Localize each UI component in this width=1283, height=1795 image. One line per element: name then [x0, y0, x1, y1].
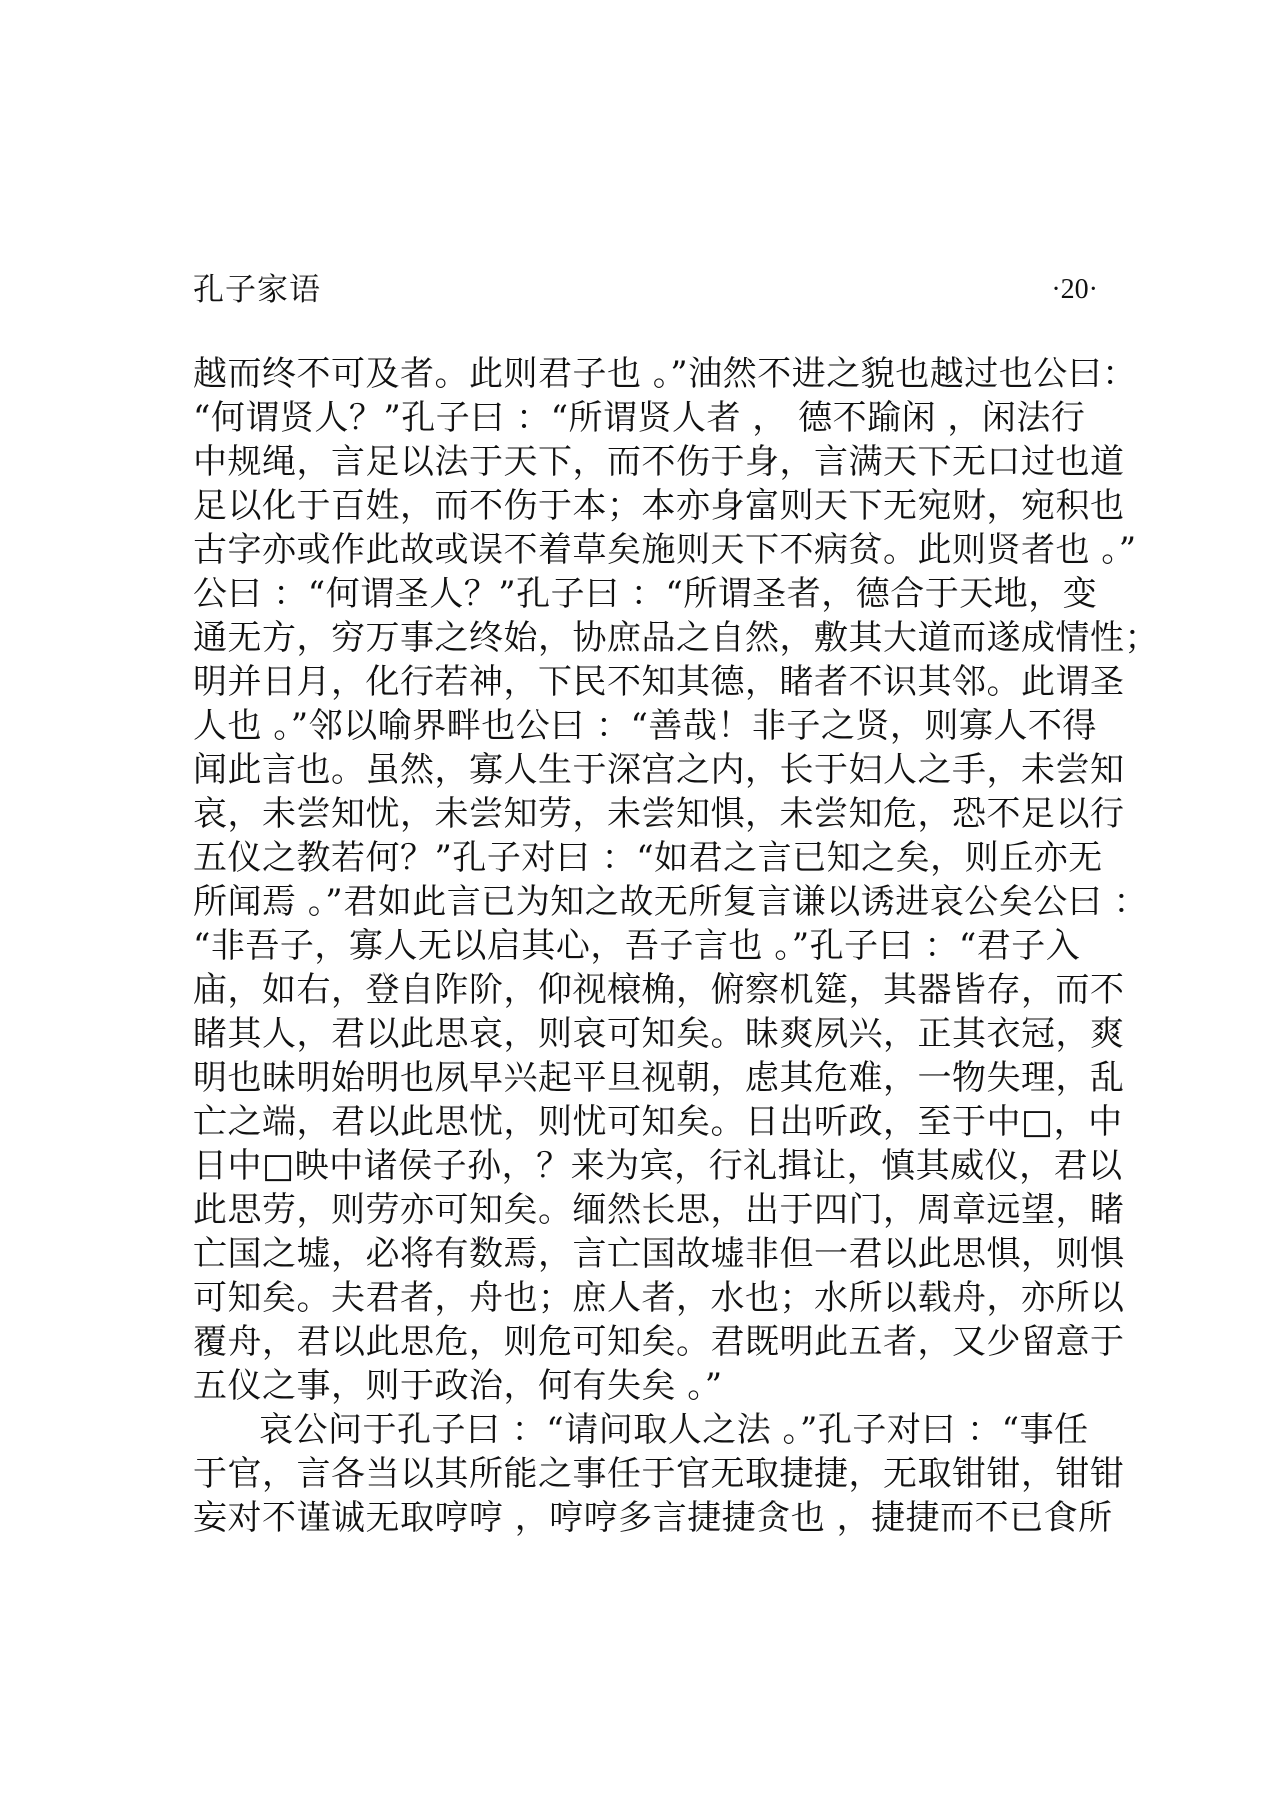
text-line: 日中□映中诸侯子孙，？来为宾，行礼揖让，慎其威仪，君以	[193, 1146, 1123, 1186]
text-line: 此思劳，则劳亦可知矣。缅然长思，出于四门，周章远望，睹	[193, 1190, 1125, 1230]
body-text	[193, 352, 1159, 1540]
text-line: 足以化于百姓，而不伤于本；本亦身富则天下无宛财，宛积也	[193, 486, 1125, 526]
text-line: 人也 。”邻以喻界畔也公曰 ：“善哉！非子之贤，则寡人不得	[193, 706, 1097, 746]
text-line: 明并日月，化行若神，下民不知其德，睹者不识其邻。此谓圣	[193, 662, 1125, 702]
text-line: 庙，如右，登自阼阶，仰视榱桷，俯察机筵，其器皆存，而不	[193, 970, 1125, 1010]
text-line: 哀，未尝知忧，未尝知劳，未尝知惧，未尝知危，恐不足以行	[193, 794, 1125, 834]
paragraph-start-line: 哀公问于孔子曰 ：“请问取人之法 。”孔子对曰 ：“事任	[259, 1410, 1089, 1450]
text-line: 亡国之墟，必将有数焉，言亡国故墟非但一君以此思惧，则惧	[193, 1234, 1125, 1274]
text-line: 可知矣。夫君者，舟也；庶人者，水也；水所以载舟，亦所以	[193, 1278, 1125, 1318]
text-line: 睹其人，君以此思哀，则哀可知矣。昧爽夙兴，正其衣冠，爽	[193, 1014, 1125, 1054]
text-line: 五仪之教若何？”孔子对曰 ：“如君之言已知之矣，则丘亦无	[193, 838, 1103, 878]
text-line: “何谓贤人？”孔子曰 ：“所谓贤人者 ， 德不踰闲 ，闲法行	[193, 398, 1086, 438]
text-line: 妄对不谨诚无取哼哼 ，哼哼多言捷捷贪也 ，捷捷而不已食所	[193, 1498, 1113, 1538]
text-line: 于官，言各当以其所能之事任于官无取捷捷，无取钳钳，钳钳	[193, 1454, 1125, 1494]
text-line: 明也昧明始明也夙早兴起平旦视朝，虑其危难，一物失理，乱	[193, 1058, 1125, 1098]
text-line: 五仪之事，则于政治，何有失矣 。”	[193, 1366, 723, 1406]
text-line: “非吾子，寡人无以启其心，吾子言也 。”孔子曰 ：“君子入	[193, 926, 1081, 966]
text-line: 亡之端，君以此思忧，则忧可知矣。日出听政，至于中□，中	[193, 1102, 1123, 1142]
text-line: 中规绳，言足以法于天下，而不伤于身，言满天下无口过也道	[193, 442, 1125, 482]
text-line: 通无方，穷万事之终始，协庶品之自然，敷其大道而遂成情性；	[193, 618, 1159, 658]
text-line: 越而终不可及者。此则君子也 。”油然不进之貌也越过也公曰：	[193, 354, 1137, 394]
running-header	[193, 268, 1098, 312]
text-line: 古字亦或作此故或误不着草矣施则天下不病贫。此则贤者也 。”	[193, 530, 1137, 570]
text-line: 闻此言也。虽然，寡人生于深宫之内，长于妇人之手，未尝知	[193, 750, 1125, 790]
text-line: 公曰 ：“何谓圣人？”孔子曰 ：“所谓圣者，德合于天地，变	[193, 574, 1098, 614]
book-title: 孔子家语	[193, 272, 321, 308]
text-line: 覆舟，君以此思危，则危可知矣。君既明此五者，又少留意于	[193, 1322, 1125, 1362]
text-line: 所闻焉 。”君如此言已为知之故无所复言谦以诱进哀公矣公曰 ：	[193, 882, 1148, 922]
page-number: ·20·	[1051, 274, 1098, 305]
